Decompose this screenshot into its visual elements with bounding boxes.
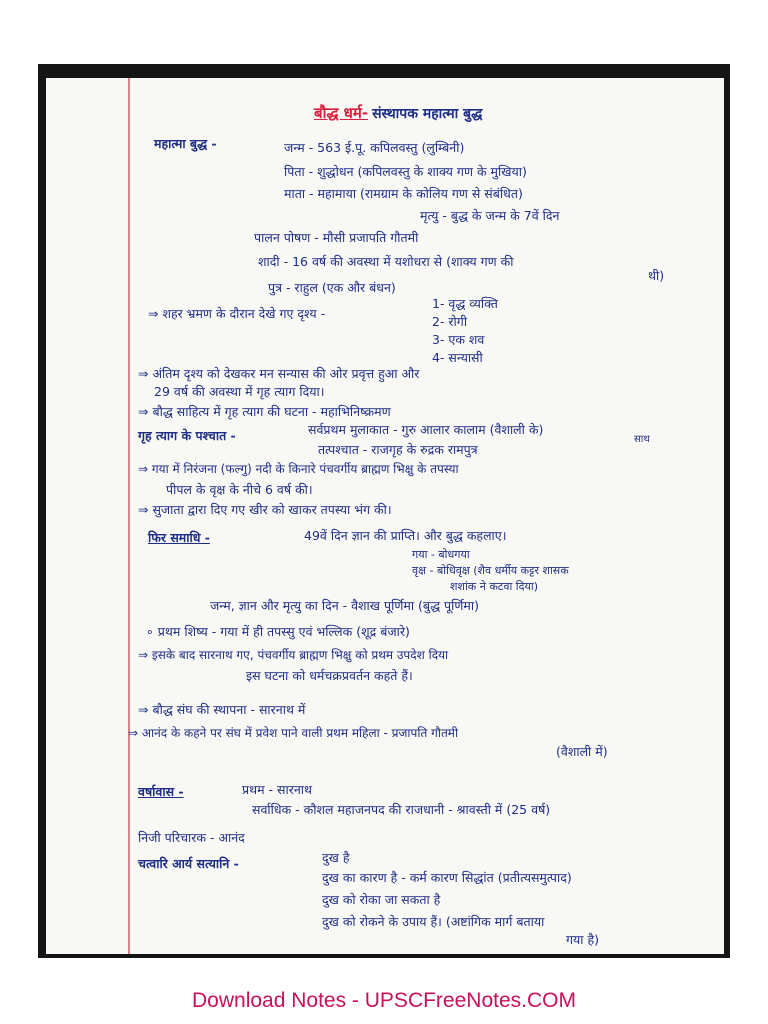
note-line: ⇒ सुजाता द्वारा दिए गए खीर को खाकर तपस्या भंग की।: [138, 502, 392, 517]
note-line: 4- सन्यासी: [432, 350, 483, 365]
note-line: शशांक ने कटवा दिया): [450, 580, 539, 593]
note-line: ⇒ बौद्ध साहित्य में गृह त्याग की घटना - महाभिनिष्क्रमण: [138, 404, 391, 419]
note-line: जन्म - 563 ई.पू. कपिलवस्तु (लुम्बिनी): [284, 140, 465, 155]
note-line: ⇒ इसके बाद सारनाथ गए, पंचवर्गीय ब्राह्मण भिक्षु को प्रथम उपदेश दिया: [138, 648, 449, 662]
download-notes-banner: Download Notes - UPSCFreeNotes.COM: [192, 989, 576, 1012]
note-line: थी): [648, 268, 665, 283]
note-line: 2- रोगी: [432, 314, 468, 329]
note-line: गया - बोधगया: [412, 548, 470, 561]
note-line: (वैशाली में): [556, 744, 608, 759]
note-line: निजी परिचारक - आनंद: [138, 830, 245, 845]
notes-photo: [38, 64, 730, 958]
note-line: तत्पश्चात - राजगृह के रुद्रक रामपुत्र: [318, 442, 478, 457]
note-line: साथ: [634, 434, 650, 445]
title-main: बौद्ध धर्म-: [314, 104, 369, 122]
note-line: वृक्ष - बोधिवृक्ष (शैव धर्मीय कट्टर शासक: [412, 564, 569, 577]
note-line: दुख का कारण है - कर्म कारण सिद्धांत (प्रतीत्यसमुत्पाद): [322, 870, 572, 885]
note-line: गया है): [566, 932, 600, 947]
note-line: 29 वर्ष की अवस्था में गृह त्याग दिया।: [154, 384, 325, 399]
note-line: चत्वारि आर्य सत्यानि -: [138, 856, 239, 871]
note-line: ⇒ आनंद के कहने पर संघ में प्रवेश पाने वाली प्रथम महिला - प्रजापति गौतमी: [128, 726, 459, 740]
handwritten-notes: [46, 78, 724, 954]
note-line: पिता - शुद्धोधन (कपिलवस्तु के शाक्य गण के मुखिया): [284, 164, 527, 179]
note-line: दुख को रोकने के उपाय हैं। (अष्टांगिक मार्ग बताया: [322, 914, 545, 929]
note-line: प्रथम - सारनाथ: [242, 782, 312, 797]
notebook-page: [46, 78, 724, 954]
note-line: सर्वप्रथम मुलाकात - गुरु आलार कालाम (वैशाली के): [308, 422, 544, 437]
note-line: गृह त्याग के पश्चात -: [138, 428, 236, 443]
note-line: फिर समाधि -: [148, 530, 210, 545]
note-line: जन्म, ज्ञान और मृत्यु का दिन - वैशाख पूर्णिमा (बुद्ध पूर्णिमा): [210, 598, 479, 613]
title-rest: संस्थापक महात्मा बुद्ध: [372, 106, 483, 122]
note-line: ⇒ अंतिम दृश्य को देखकर मन सन्यास की ओर प्रवृत्त हुआ और: [138, 366, 420, 381]
note-line: ⇒ बौद्ध संघ की स्थापना - सारनाथ में: [138, 702, 306, 717]
note-line: इस घटना को धर्मचक्रप्रवर्तन कहते हैं।: [246, 668, 413, 683]
note-line: ∘ प्रथम शिष्य - गया में ही तपस्सु एवं भल्लिक (शूद्र बंजारे): [146, 624, 410, 639]
note-line: ⇒ गया में निरंजना (फल्गु) नदी के किनारे पंचवर्गीय ब्राह्मण भिक्षु के तपस्या: [138, 462, 459, 476]
note-line: शादी - 16 वर्ष की अवस्था में यशोधरा से (शाक्य गण की: [258, 254, 514, 269]
note-line: पीपल के वृक्ष के नीचे 6 वर्ष की।: [166, 482, 313, 497]
note-line: माता - महामाया (रामग्राम के कोलिय गण से संबंधित): [284, 186, 523, 201]
note-line: पुत्र - राहुल (एक और बंधन): [268, 280, 396, 295]
page-title: [314, 104, 482, 123]
note-line: वर्षावास -: [138, 784, 184, 799]
note-line: ⇒ शहर भ्रमण के दौरान देखे गए दृश्य -: [148, 306, 326, 321]
note-line: 1- वृद्ध व्यक्ति: [432, 296, 498, 311]
note-line: दुख है: [322, 850, 350, 865]
note-line: 49वें दिन ज्ञान की प्राप्ति। और बुद्ध कहलाए।: [304, 528, 507, 543]
note-line: पालन पोषण - मौसी प्रजापति गौतमी: [254, 230, 419, 245]
note-line: महात्मा बुद्ध -: [154, 136, 217, 151]
note-line: मृत्यु - बुद्ध के जन्म के 7वें दिन: [420, 208, 560, 223]
note-line: 3- एक शव: [432, 332, 485, 347]
note-line: सर्वाधिक - कौशल महाजनपद की राजधानी - श्रावस्ती में (25 वर्ष): [252, 802, 551, 817]
note-line: दुख को रोका जा सकता है: [322, 892, 441, 907]
